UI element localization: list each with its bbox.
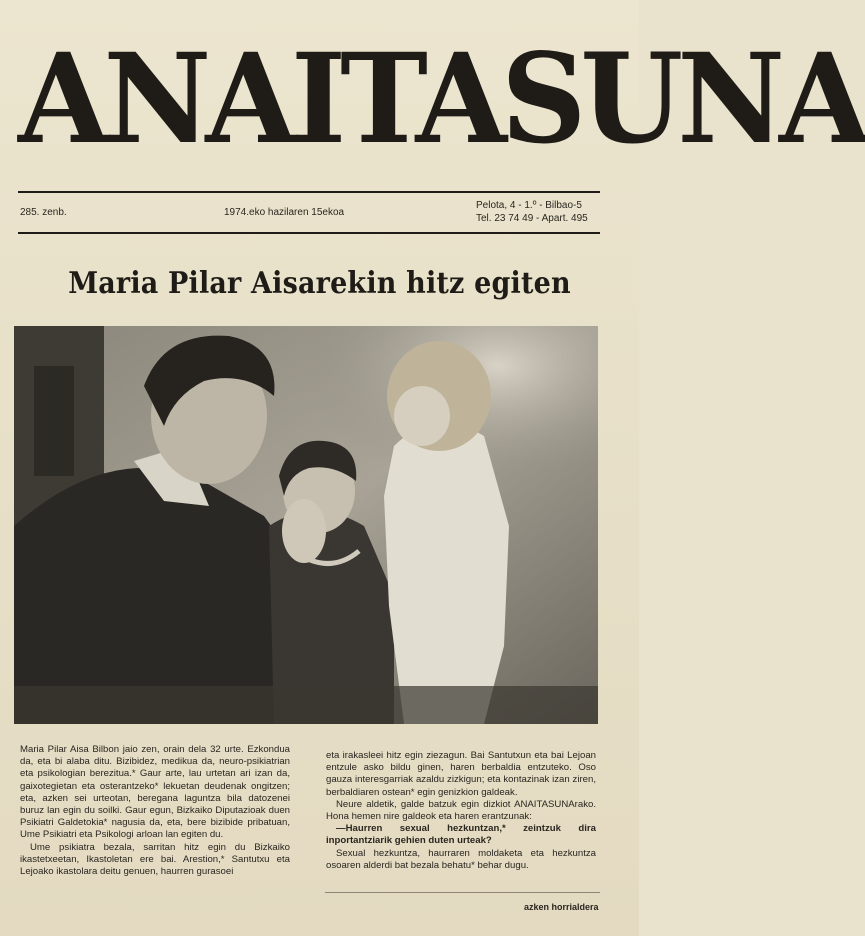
- paragraph: Sexual hezkuntza, haurraren moldaketa eta hezkuntza osoaren alderdi bat bezala behatu* behar dugu.: [326, 847, 596, 871]
- interview-question: —Haurren sexual hezkuntzan,* zeintzuk dira inportantziarik gehien duten urteak?: [326, 823, 596, 847]
- paragraph: Maria Pilar Aisa Bilbon jaio zen, orain dela 32 urte. Ezkondua da, eta bi alaba ditu. Bizibidez, medikua da, neuro-psikiatrian eta psikologian berezitua.* Gaur arte, lau urtetan ari izan da, gaixotegietan eta osterantzeko* lekuetan deudenak ongitzen; eta, azken sei urteotan, beregana laguntza bila datozenei buruz lan egin du soilki. Gaur egun, Bizkaiko Diputazioak duen Psikiatri Galdetokia* nagusia da, eta, bere bizibide pribatuan, Ume Psikiatri eta Psikologi arloan lan egiten du.: [20, 744, 290, 841]
- continued-note: azken horrialdera: [524, 902, 599, 912]
- article-column-1: [20, 744, 290, 878]
- phone-line: Tel. 23 74 49 - Apart. 495: [476, 213, 588, 224]
- issue-date: 1974.eko hazilaren 15ekoa: [224, 207, 345, 218]
- paragraph: Neure aldetik, galde batzuk egin dizkiot ANAITASUNArako. Hona hemen nire galdeok eta haren erantzunak:: [326, 798, 596, 823]
- publisher-address: [476, 199, 588, 225]
- paragraph: eta irakasleei hitz egin ziezagun. Bai Santutxun eta bai Lejoan entzule asko bildu ginen, haren berbaldia entzuteko. Oso gauza interesgarriak azaldu zizkigun; eta kontazinak izan ziren, berbaldiaren ostean* egin genizkion galdeak.: [326, 750, 596, 798]
- masthead-title: ANAITASUNA: [18, 25, 865, 172]
- article-column-2: [326, 750, 596, 872]
- footer-rule: [325, 892, 600, 893]
- issue-number: 285. zenb.: [20, 207, 67, 218]
- article-headline: Maria Pilar Aisarekin hitz egiten: [68, 266, 571, 301]
- masthead-rule-top: [18, 191, 600, 193]
- address-line: Pelota, 4 - 1.º - Bilbao-5: [476, 200, 582, 211]
- article-photo: [14, 326, 598, 724]
- masthead-rule-bottom: [18, 232, 600, 234]
- paragraph: Ume psikiatra bezala, sarritan hitz egin du Bizkaiko ikastetxeetan, Ikastoletan ere bai. Arestion,* Santutxu eta Lejoako ikastolara deitu genuen, haurren gurasoei: [20, 841, 290, 878]
